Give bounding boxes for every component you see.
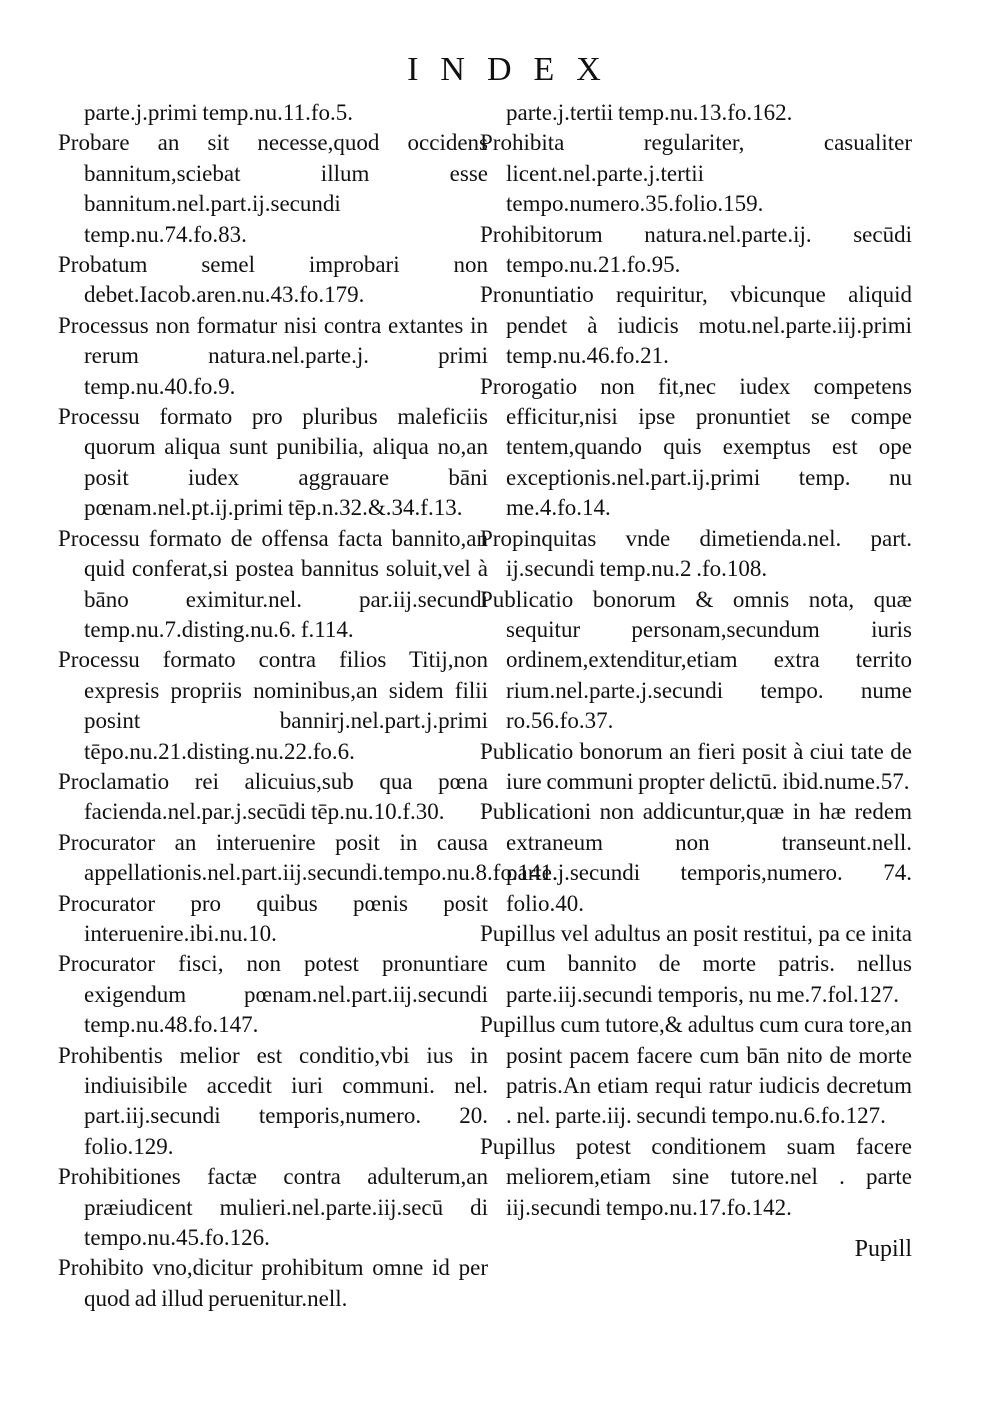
- index-entry: Prohibitiones factæ contra adulterum,an præiudicent mulieri.nel.parte.iij.secū di tempo.nu.45.fo.126.: [58, 1164, 488, 1251]
- index-entry: Prohibito vno,dicitur prohibitum omne id per quod ad illud peruenitur.nell.: [58, 1255, 488, 1311]
- index-entry: Publicationi non addicuntur,quæ in hæ redem extraneum non transeunt.nell. parte.j.secundi temporis,numero. 74. folio.40.: [480, 799, 912, 916]
- index-entry: Pupillus cum tutore,& adultus cum cura tore,an posint pacem facere cum bān nito de morte patris.An etiam requi ratur iudicis decretum . nel. parte.iij. secundi tempo.nu.6.fo.127.: [480, 1012, 912, 1129]
- index-entry: Propinquitas vnde dimetienda.nel. part. ij.secundi temp.nu.2 .fo.108.: [480, 525, 912, 582]
- catchword: Pupill: [854, 1236, 912, 1262]
- index-entry: Processu formato pro pluribus maleficiis quorum aliqua sunt punibilia, aliqua no,an posit iudex aggrauare bāni pœnam.nel.pt.ij.primi tēp.n.32.&.34.f.13.: [58, 404, 488, 521]
- index-entry: Publicatio bonorum & omnis nota, quæ sequitur personam,secundum iuris ordinem,extenditur,etiam extra territo rium.nel.parte.j.secundi tempo. nume ro.56.fo.37.: [480, 586, 912, 734]
- index-entry: Processus non formatur nisi contra extantes in rerum natura.nel.parte.j. primi temp.nu.40.fo.9.: [58, 312, 488, 399]
- index-entry: Prohibitorum natura.nel.parte.ij. secūdi tempo.nu.21.fo.95.: [480, 221, 912, 278]
- index-entry: Processu formato de offensa facta bannito,an quid conferat,si postea bannitus soluit,vel à bāno eximitur.nel. par.iij.secundi temp.nu.7.disting.nu.6. f.114.: [58, 525, 488, 642]
- right-column: [480, 98, 912, 1223]
- running-head-title: INDEX: [407, 51, 623, 88]
- index-entry: Proclamatio rei alicuius,sub qua pœna facienda.nel.par.j.secūdi tēp.nu.10.f.30.: [58, 768, 488, 825]
- index-entry: parte.j.tertii temp.nu.13.fo.162.: [506, 100, 793, 125]
- index-entry: Probatum semel improbari non debet.Iacob.aren.nu.43.fo.179.: [58, 252, 488, 308]
- index-entry: Prorogatio non fit,nec iudex competens efficitur,nisi ipse pronuntiet se compe tentem,quando quis exemptus est ope exceptionis.nel.part.ij.primi temp. nu me.4.fo.14.: [480, 373, 912, 521]
- index-entry: Probare an sit necesse,quod occidens bannitum,sciebat illum esse bannitum.nel.part.ij.secundi temp.nu.74.fo.83.: [58, 130, 488, 247]
- index-entry: Procurator pro quibus pœnis posit interuenire.ibi.nu.10.: [58, 890, 488, 946]
- index-entry: Procurator an interuenire posit in causa appellationis.nel.part.iij.secundi.tempo.nu.8.fo.141.: [58, 829, 558, 886]
- index-entry: Publicatio bonorum an fieri posit à ciui tate de iure communi propter delictū. ibid.nume.57.: [480, 738, 912, 794]
- index-entry: Processu formato contra filios Titij,non expresis propriis nominibus,an sidem filii posint bannirj.nel.part.j.primi tēpo.nu.21.disting.nu.22.fo.6.: [58, 647, 488, 764]
- index-entry: Pronuntiatio requiritur, vbicunque aliquid pendet à iudicis motu.nel.parte.iij.primi temp.nu.46.fo.21.: [480, 282, 912, 369]
- index-entry: Prohibentis melior est conditio,vbi ius in indiuisibile accedit iuri communi. nel. part.iij.secundi temporis,numero. 20. folio.129.: [58, 1042, 488, 1159]
- index-entry: parte.j.primi temp.nu.11.fo.5.: [84, 100, 353, 125]
- index-entry: Pupillus vel adultus an posit restitui, pa ce inita cum bannito de morte patris. nellus parte.iij.secundi temporis, nu me.7.fol.127.: [480, 920, 912, 1007]
- index-entry: Pupillus potest conditionem suam facere meliorem,etiam sine tutore.nel . parte iij.secundi tempo.nu.17.fo.142.: [480, 1133, 912, 1220]
- left-column: [58, 98, 558, 1314]
- index-entry: Prohibita regulariter, casualiter licent.nel.parte.j.tertii tempo.numero.35.folio.159.: [480, 130, 912, 217]
- index-entry: Procurator fisci, non potest pronuntiare exigendum pœnam.nel.part.iij.secundi temp.nu.48.fo.147.: [58, 951, 488, 1038]
